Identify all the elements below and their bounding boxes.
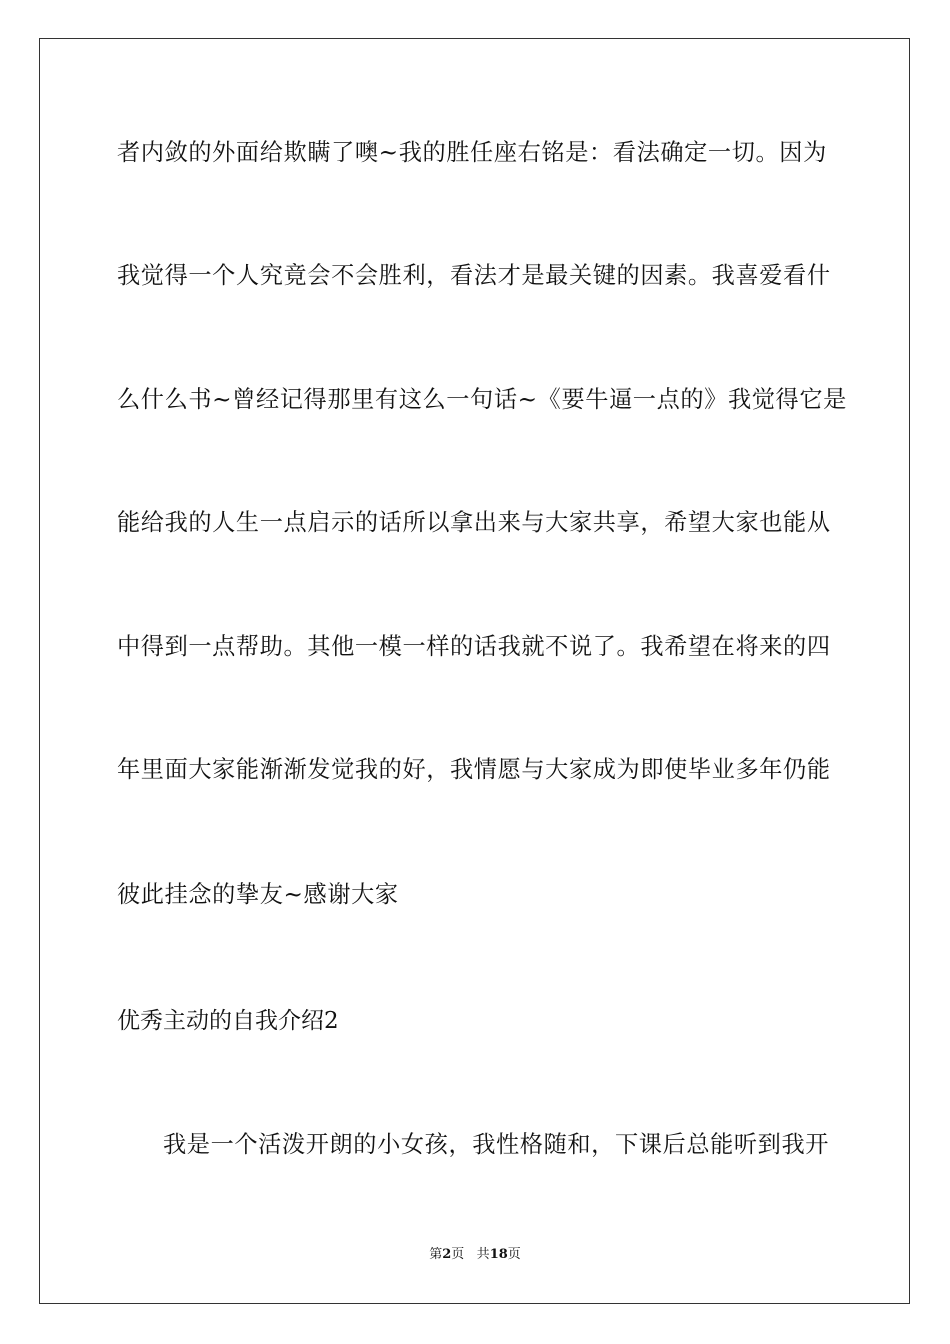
body-line-5: 中得到一点帮助。其他一模一样的话我就不说了。我希望在将来的四 bbox=[117, 633, 831, 660]
body-line-4: 能给我的人生一点启示的话所以拿出来与大家共享，希望大家也能从 bbox=[117, 509, 831, 536]
section-heading: 优秀主动的自我介绍2 bbox=[117, 1008, 339, 1034]
footer-current-page: 2 bbox=[442, 1247, 452, 1262]
body-line-2: 我觉得一个人究竟会不会胜利，看法才是最关键的因素。我喜爱看什 bbox=[117, 262, 831, 289]
body-line-7: 彼此挂念的挚友~感谢大家 bbox=[117, 881, 399, 908]
footer-total-unit: 页 bbox=[507, 1247, 521, 1262]
footer-total-prefix: 共 bbox=[476, 1247, 490, 1262]
footer-prefix: 第 bbox=[429, 1247, 443, 1262]
paragraph-first-line: 我是一个活泼开朗的小女孩，我性格随和，下课后总能听到我开 bbox=[163, 1131, 830, 1158]
body-line-1: 者内敛的外面给欺瞒了噢~我的胜任座右铭是：看法确定一切。因为 bbox=[117, 139, 827, 166]
footer-total-pages: 18 bbox=[489, 1247, 508, 1262]
page-border bbox=[39, 38, 910, 1304]
page-footer bbox=[0, 1247, 950, 1263]
footer-page-unit: 页 bbox=[451, 1247, 465, 1262]
body-line-3: 么什么书~曾经记得那里有这么一句话~《要牛逼一点的》我觉得它是 bbox=[117, 386, 847, 413]
body-line-6: 年里面大家能渐渐发觉我的好，我情愿与大家成为即使毕业多年仍能 bbox=[117, 756, 831, 783]
